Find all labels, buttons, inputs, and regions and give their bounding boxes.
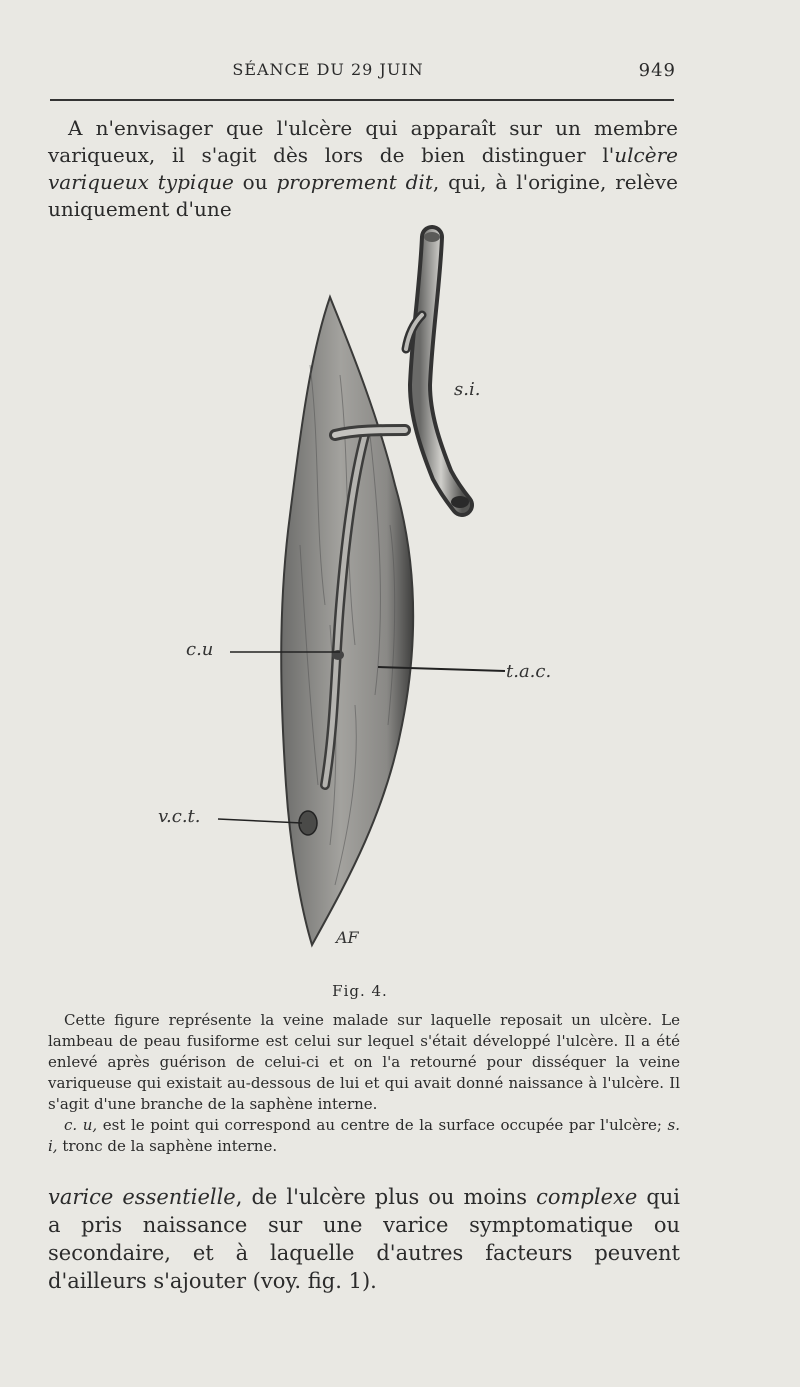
intro-italic-1: ulcère variqueux typique — [48, 143, 678, 194]
intro-text-3: , qui, à l'origine, relève uniquement d'une — [48, 170, 678, 221]
running-title: SÉANCE DU 29 JUIN — [232, 60, 424, 79]
conclusion-text-1: , de l'ulcère plus ou moins — [235, 1185, 537, 1209]
label-si: s.i. — [454, 379, 481, 400]
conclusion-italic-1: varice essentielle — [48, 1185, 236, 1209]
page-number: 949 — [638, 60, 676, 81]
caption-italic-2: s. i, — [48, 1116, 680, 1155]
caption-text-2: tronc de la saphène interne. — [57, 1137, 278, 1155]
intro-paragraph — [48, 115, 678, 223]
label-cu: c.u — [186, 639, 214, 660]
conclusion-text-2: qui a pris naissance sur une varice symptomatique ou secondaire, et à laquelle d'autres facteurs peuvent d'ailleurs s'ajouter (voy. fig. 1). — [48, 1185, 680, 1293]
caption-paragraph-1: Cette figure représente la veine malade sur laquelle reposait un ulcère. Le lambeau de peau fusiforme est celui sur lequel s'était développé l'ulcère. Il a été enlevé après guérison de celui-ci et on l'a retourné pour disséquer la veine variqueuse qui existait au-dessous de lui et qui avait donné naissance à l'ulcère. Il s'agit d'une branche de la saphène interne. — [48, 1011, 680, 1113]
intro-text-1: A n'envisager que l'ulcère qui apparaît sur un membre variqueux, il s'agit dès lors de bien distinguer l' — [48, 116, 678, 167]
vein-illustration — [140, 225, 600, 955]
running-head — [48, 60, 676, 86]
intro-italic-2: proprement dit — [276, 170, 433, 194]
anatomical-figure — [140, 225, 600, 955]
caption-italic-1: c. u, — [64, 1116, 98, 1134]
header-rule — [50, 99, 674, 101]
conclusion-paragraph — [48, 1183, 680, 1295]
artist-signature: AF — [336, 928, 359, 947]
intro-text-2: ou — [233, 170, 277, 194]
caption-text-1: est le point qui correspond au centre de la surface occupée par l'ulcère; — [97, 1116, 668, 1134]
caption-paragraph-2 — [48, 1115, 680, 1157]
skin-flap — [281, 297, 413, 945]
figure-caption — [48, 1010, 680, 1157]
label-vct: v.c.t. — [158, 806, 201, 827]
figure-label: Fig. 4. — [332, 982, 388, 1000]
label-tac: t.a.c. — [506, 661, 552, 682]
conclusion-italic-2: complexe — [536, 1185, 638, 1209]
